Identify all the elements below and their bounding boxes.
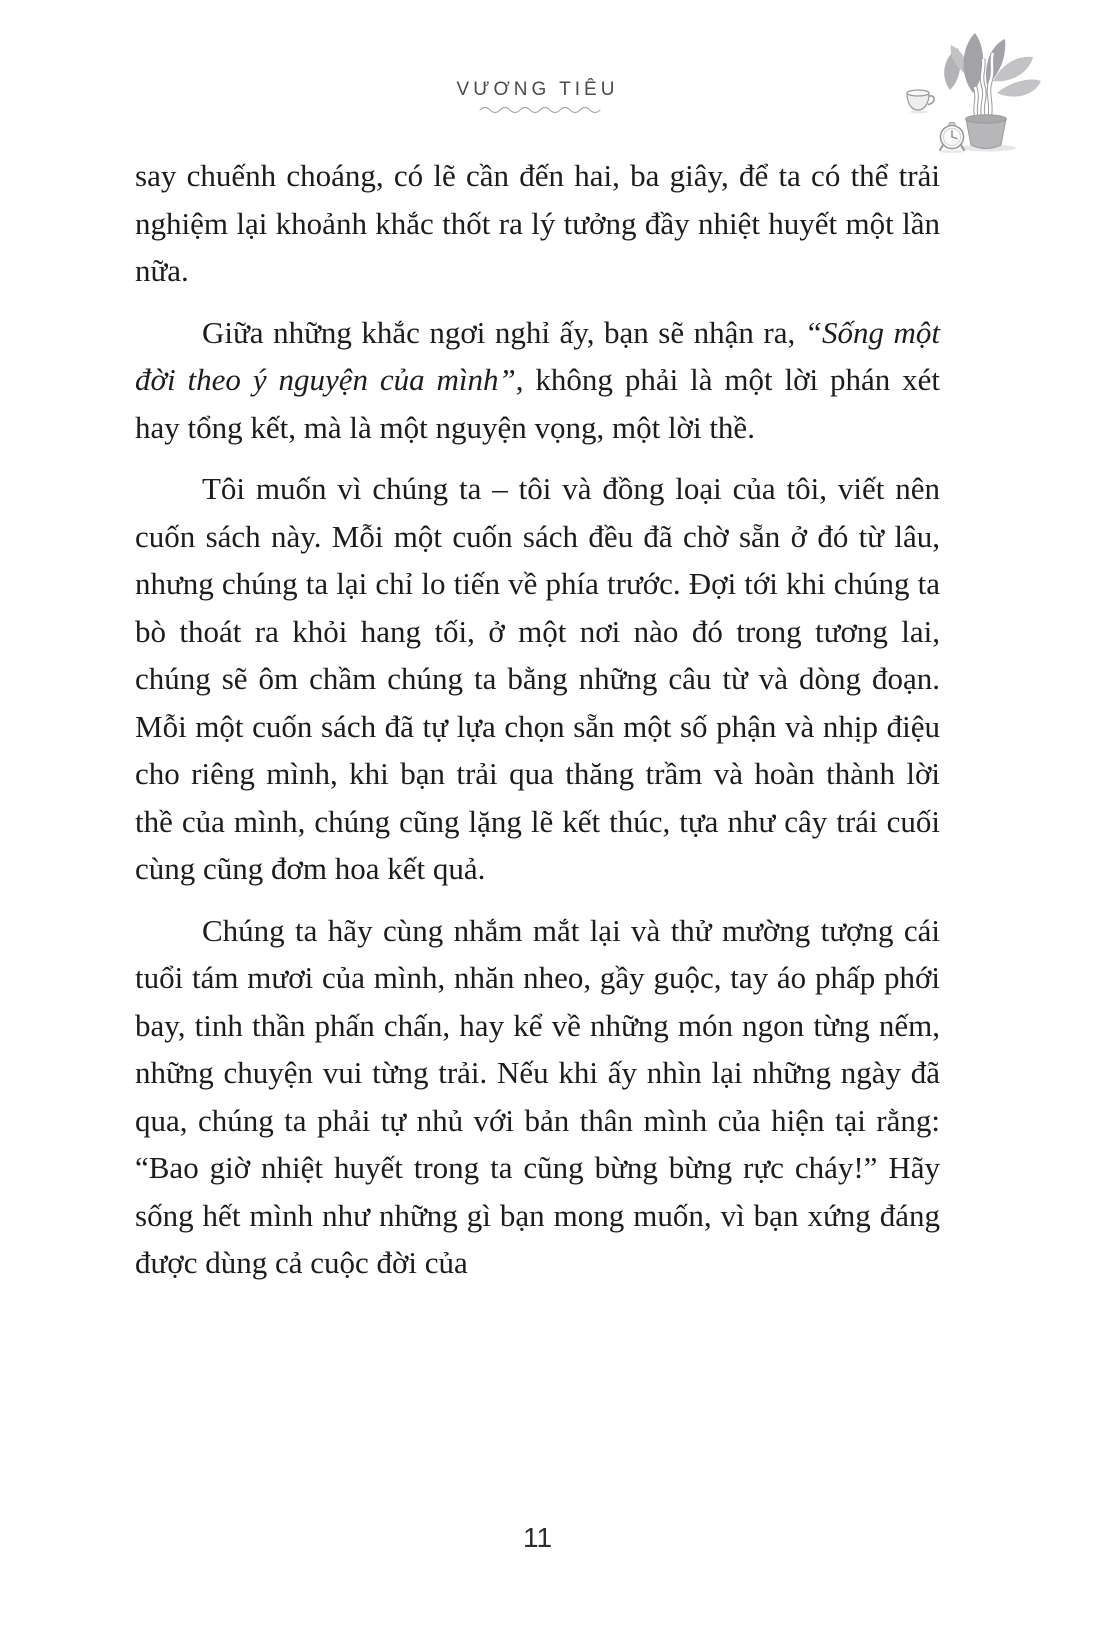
coffee-cup-icon: [907, 90, 934, 114]
paragraph-text: , không phải là một lời phán xét hay tổng kết, mà là một nguyện vọng, một lời thề.: [135, 362, 940, 445]
wavy-underline: [478, 105, 606, 115]
running-title: VƯƠNG TIÊU: [456, 79, 619, 100]
paragraph-text: say chuếnh choáng, có lẽ cần đến hai, ba giây, để ta có thể trải nghiệm lại khoảnh khắc thốt ra lý tưởng đầy nhiệt huyết một lần nữa.: [135, 158, 940, 288]
paragraph-1: [135, 152, 940, 295]
paragraph-text: Chúng ta hãy cùng nhắm mắt lại và thử mường tượng cái tuổi tám mươi của mình, nhăn nheo, gầy guộc, tay áo phấp phới bay, tinh thần phấn chấn, hay kể về những món ngon từng nếm, những chuyện vui từng trải. Nếu khi ấy nhìn lại những ngày đã qua, chúng ta phải tự nhủ với bản thân mình của hiện tại rằng: “Bao giờ nhiệt huyết trong ta cũng bừng bừng rực cháy!” Hãy sống hết mình như những gì bạn mong muốn, vì bạn xứng đáng được dùng cả cuộc đời của: [135, 912, 940, 1280]
body-text: [135, 152, 940, 1301]
paragraph-text: Tôi muốn vì chúng ta – tôi và đồng loại của tôi, viết nên cuốn sách này. Mỗi một cuốn sách đều đã chờ sẵn ở đó từ lâu, nhưng chúng ta lại chỉ lo tiến về phía trước. Đợi tới khi chúng ta bò thoát ra khỏi hang tối, ở một nơi nào đó trong tương lai, chúng sẽ ôm chầm chúng ta bằng những câu từ và dòng đoạn. Mỗi một cuốn sách đã tự lựa chọn sẵn một số phận và nhịp điệu cho riêng mình, khi bạn trải qua thăng trầm và hoàn thành lời thề của mình, chúng cũng lặng lẽ kết thúc, tựa như cây trái cuối cùng cũng đơm hoa kết quả.: [135, 471, 940, 886]
italic-quote-text: “Sống một đời theo ý nguyện của mình”: [135, 314, 940, 397]
paragraph-4: [135, 907, 940, 1287]
paragraph-text: Giữa những khắc ngơi nghỉ ấy, bạn sẽ nhận ra,: [202, 314, 805, 350]
decoration-illustration: [855, 15, 1065, 165]
paragraph-2: [135, 309, 940, 452]
alarm-clock-icon: [940, 123, 964, 154]
page-number: 11: [522, 1522, 553, 1553]
paragraph-3: [135, 465, 940, 893]
